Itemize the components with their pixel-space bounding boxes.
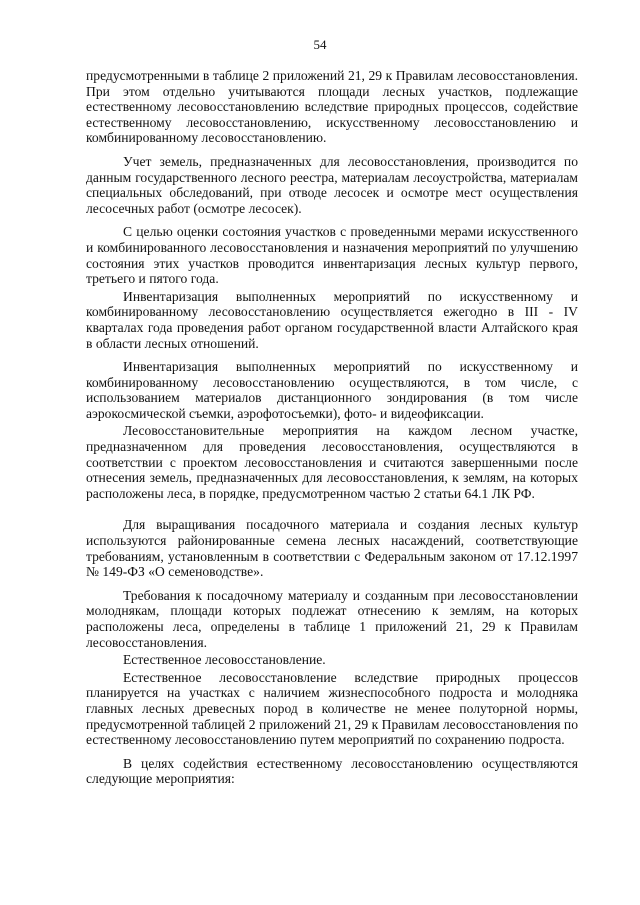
paragraph-planting-stock: Требования к посадочному материалу и созданным при лесовосстановлении молоднякам, площади которых подлежат отнесению к землям, на которых расположены леса, определены в таблице 1 приложений 21, 29 к Правилам лесовосстановления. [86, 587, 578, 650]
paragraph-inventory-methods: Инвентаризация выполненных мероприятий по искусственному и комбинированному лесовосстановлению осуществляются, в том числе, с использованием материалов дистанционного зондирования (в том числе аэрокосмической съемки, аэрофотосъемки), фото- и видеофиксации. [86, 359, 578, 421]
paragraph-continuation: предусмотренными в таблице 2 приложений 21, 29 к Правилам лесовосстановления. При этом отдельно учитываются площади лесных участков, подлежащие естественному лесовосстановлению вследствие природных процессов, содействие естественному лесовосстановлению, искусственному лесовосстановлению и комбинированному лесовосстановлению. [86, 68, 578, 146]
paragraph-assessment-purpose: С целью оценки состояния участков с проведенными мерами искусственного и комбинированного лесовосстановления и назначения мероприятий по улучшению состояния этих участков проводится инвентаризация лесных культур первого, третьего и пятого года. [86, 224, 578, 287]
paragraph-natural-regeneration: Естественное лесовосстановление вследствие природных процессов планируется на участках с наличием жизнеспособного подроста и молодняка главных лесных древесных пород в количестве не менее полуторной нормы, предусмотренной таблицей 2 приложений 21, 29 к Правилам лесовосстановления по естественному лесовосстановлению путем мероприятий по сохранению подроста. [86, 669, 578, 748]
page-number: 54 [313, 37, 327, 52]
paragraph-land-accounting: Учет земель, предназначенных для лесовосстановления, производится по данным государственного лесного реестра, материалам лесоустройства, материалам специальных обследований, при отводе лесосек и осмотре мест осуществления лесосечных работ (осмотре лесосек). [86, 153, 578, 216]
paragraph-seed-requirements: Для выращивания посадочного материала и создания лесных культур используются районированные семена лесных насаждений, соответствующие требованиям, установленным в соответствии с Федеральным законом от 17.12.1997 № 149-ФЗ «О семеноводстве». [86, 517, 578, 580]
section-heading-natural-regeneration: Естественное лесовосстановление. [123, 652, 326, 668]
paragraph-inventory-schedule: Инвентаризация выполненных мероприятий по искусственному и комбинированному лесовосстановлению осуществляется ежегодно в III - IV кварталах года проведения работ органом государственной власти Алтайского края в области лесных отношений. [86, 288, 578, 351]
body-text [86, 68, 578, 787]
paragraph-assistance-measures: В целях содействия естественному лесовосстановлению осуществляются следующие мероприятия: [86, 755, 578, 787]
paragraph-completion-criteria: Лесовосстановительные мероприятия на каждом лесном участке, предназначенном для проведения лесовосстановления, осуществляются в соответствии с проектом лесовосстановления и считаются завершенными после отнесения земель, предназначенных для лесовосстановления, к землям, на которых расположены леса, в порядке, предусмотренном частью 2 статьи 64.1 ЛК РФ. [86, 423, 578, 501]
